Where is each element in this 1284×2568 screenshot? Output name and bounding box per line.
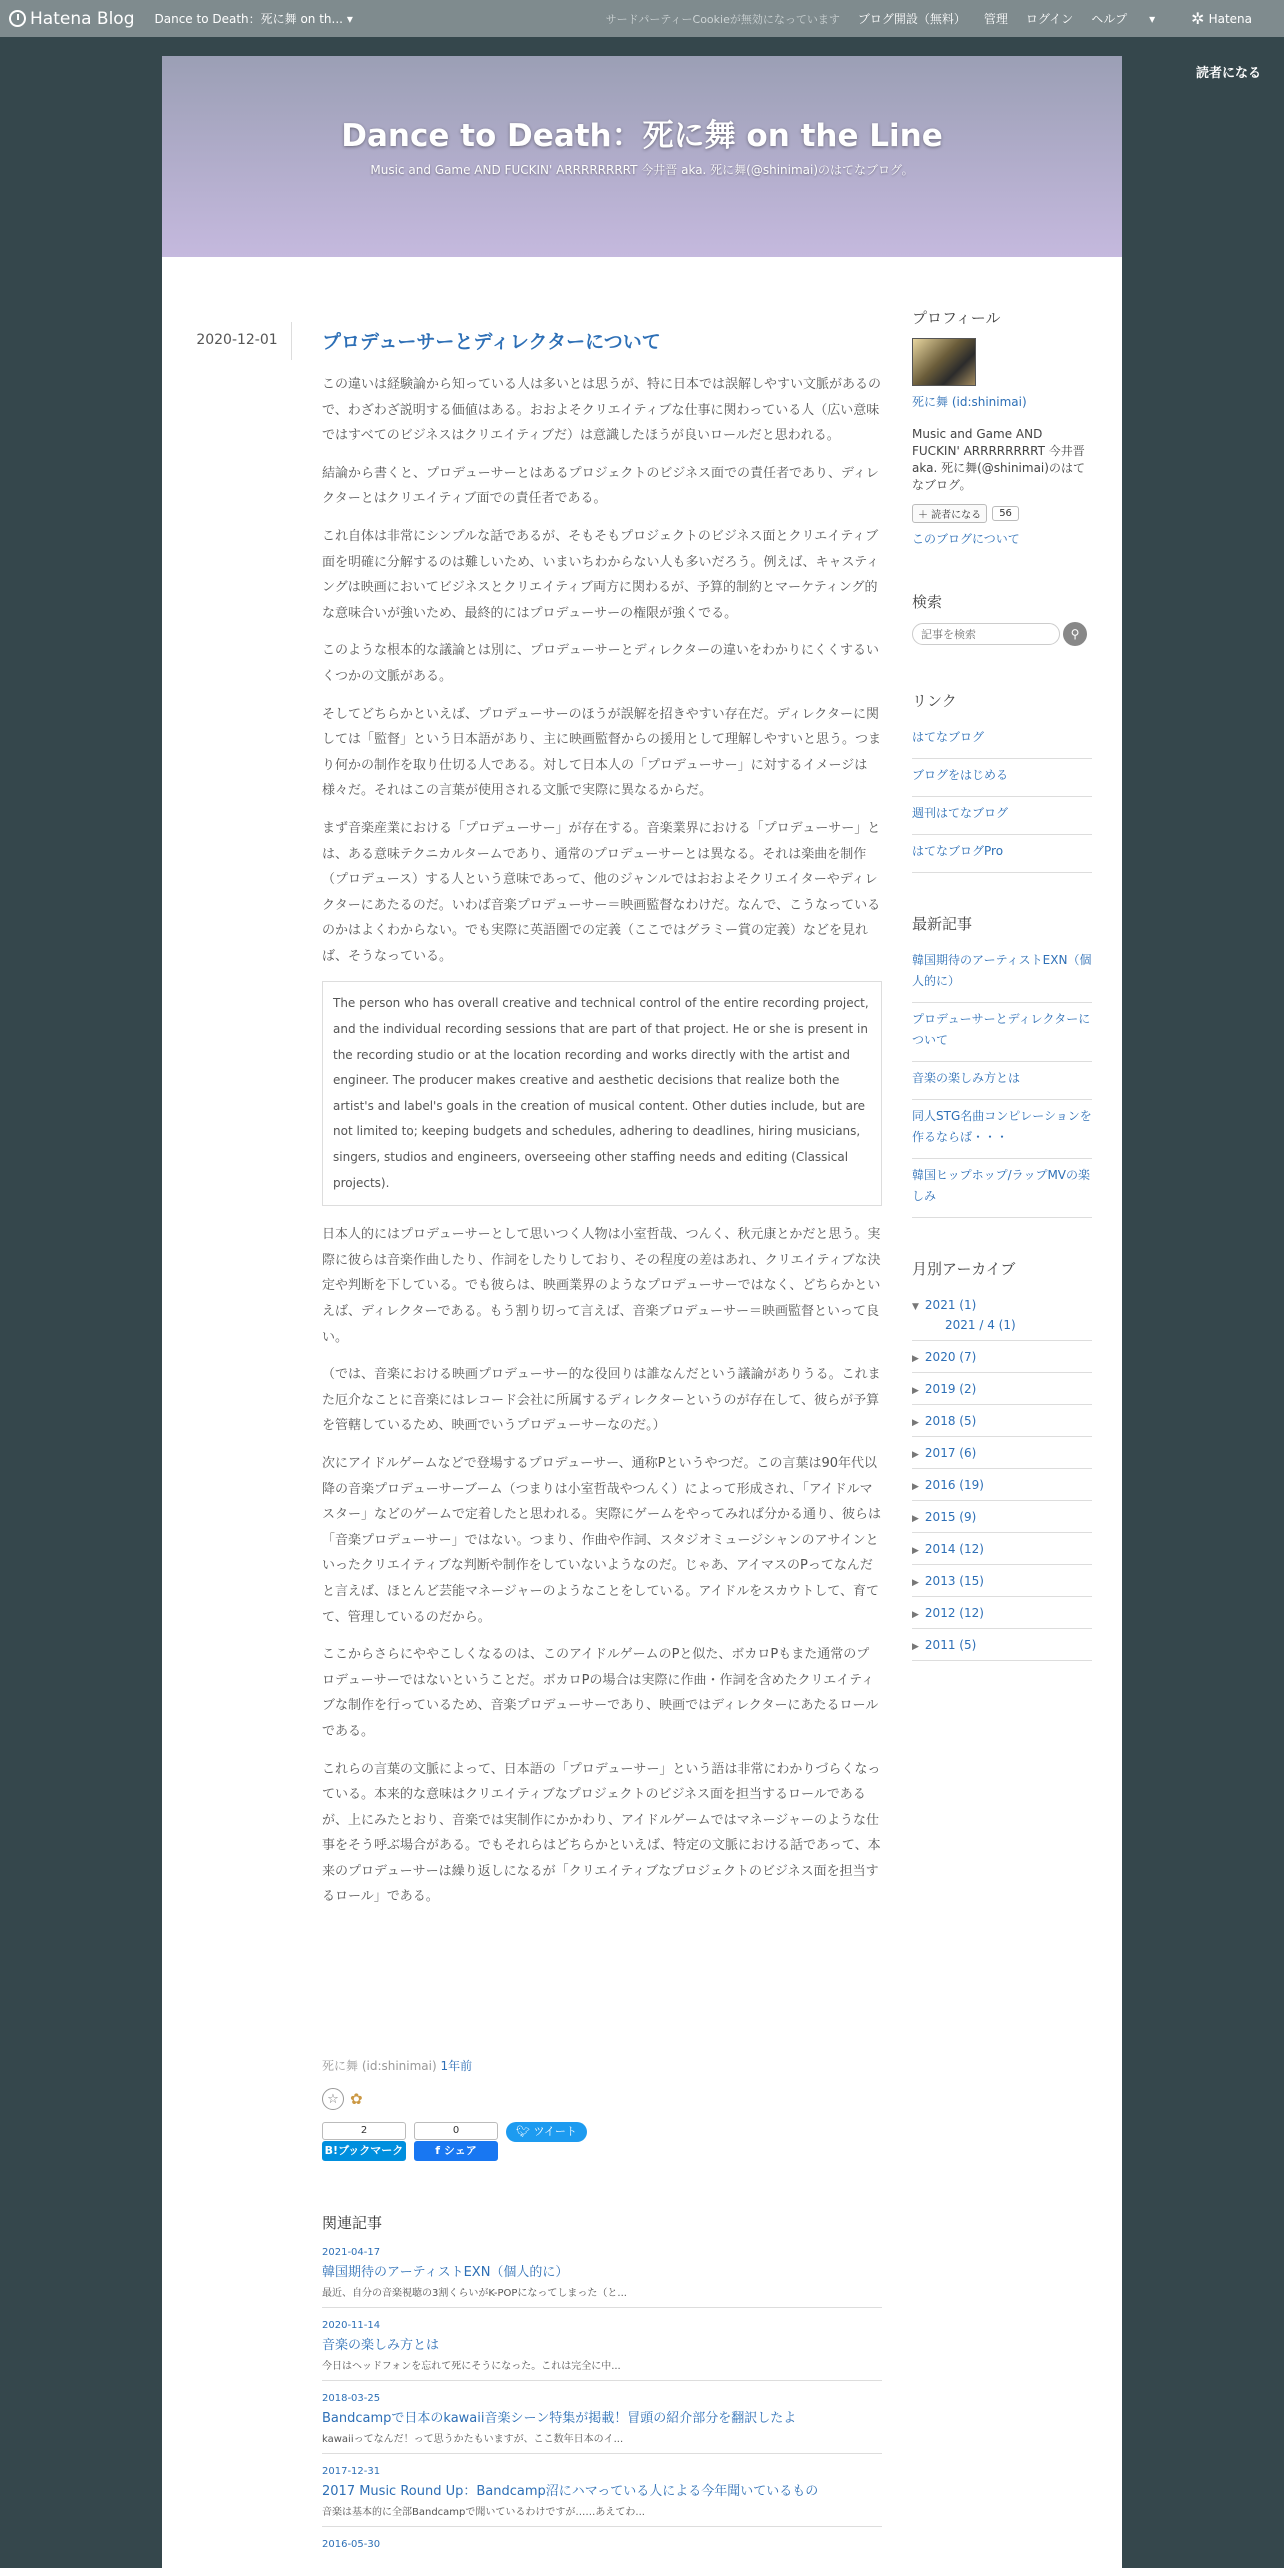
archive-year-label[interactable]: 2015 (9): [924, 1510, 977, 1524]
archive-year-label[interactable]: 2018 (5): [924, 1414, 977, 1428]
archive-year-label[interactable]: 2011 (5): [924, 1638, 977, 1652]
tweet-label: ツイート: [533, 2125, 577, 2138]
archive-year-open[interactable]: [912, 1289, 1092, 1341]
about-blog-link[interactable]: このブログについて: [912, 532, 1020, 546]
entry-paragraph: 日本人的にはプロデューサーとして思いつく人物は小室哲哉、つんく、秋元康とかだと思う。実際に彼らは音楽作曲したり、作詞をしたりしており、その程度の差はあれ、クリエイティブな決定や判断を下している。でも彼らは、映画業界のようなプロデューサーではなく、どちらかといえば、ディレクターである。もう割り切って言えば、音楽プロデューサー＝映画監督といって良い。: [322, 1227, 881, 1345]
archive-year[interactable]: [912, 1469, 1092, 1501]
facebook-share-button[interactable]: f シェア: [414, 2141, 498, 2161]
link-item[interactable]: ブログをはじめる: [912, 759, 1092, 797]
related-date: 2018-03-25: [322, 2393, 381, 2404]
triangle-right-icon: ▶: [912, 1514, 919, 1524]
archive-year-label[interactable]: 2020 (7): [924, 1350, 977, 1364]
subscribe-row: [912, 504, 1092, 523]
grammy-definition-quote: The person who has overall creative and technical control of the entire recording project, and the individual recording sessions that are part of that project. He or she is present in the recording studio or at the location recording and works directly with the artist and engineer. The producer makes creative and aesthetic decisions that realize both the artist's and label's goals in the creation of musical content. Other duties include, but are not limited to; keeping budgets and schedules, adhering to deadlines, hiring musicians, singers, studios and engineers, overseeing other staffing needs and editing (Classical projects).: [322, 981, 882, 1206]
add-star-icon[interactable]: ☆: [322, 2088, 344, 2110]
profile-avatar[interactable]: [912, 338, 976, 386]
triangle-right-icon: ▶: [912, 1354, 919, 1364]
recent-entry-item[interactable]: 韓国ヒップホップ/ラップMVの楽しみ: [912, 1159, 1092, 1218]
triangle-right-icon: ▶: [912, 1610, 919, 1620]
triangle-down-icon: ▼: [912, 1302, 919, 1312]
hatena-link[interactable]: [1191, 9, 1270, 28]
search-icon[interactable]: ⚲: [1063, 622, 1087, 646]
hatena-blog-logo[interactable]: [9, 9, 135, 29]
profile-description: Music and Game AND FUCKIN' ARRRRRRRRT 今井晋 aka. 死に舞(@shinimai)のはてなブログ。: [912, 427, 1085, 492]
entry-paragraph: 次にアイドルゲームなどで登場するプロデューサー、通称Pというやつだ。この言葉は90年代以降の音楽プロデューサーブーム（つまりは小室哲哉やつんく）によって形成され、「アイドルマスター」などのゲームで定着したと思われる。実際にゲームをやってみれば分かる通り、彼らは「音楽プロデューサー」ではない。つまり、作曲や作詞、スタジオミュージシャンのアサインといったクリエイティブな判断や制作をしていないようなのだ。じゃあ、アイマスのPってなんだと言えば、ほとんど芸能マネージャーのようなことをしている。アイドルをスカウトして、育てて、管理しているのだから。: [322, 1455, 882, 1625]
triangle-right-icon: ▶: [912, 1578, 919, 1588]
archive-year[interactable]: [912, 1501, 1092, 1533]
related-title[interactable]: 韓国期待のアーティストEXN（個人的に）: [322, 2265, 569, 2280]
date-divider: [291, 322, 292, 360]
blog-header: [162, 56, 1122, 257]
author-line: [322, 2057, 882, 2074]
triangle-right-icon: ▶: [912, 1642, 919, 1652]
archive-year-label[interactable]: 2014 (12): [924, 1542, 984, 1556]
related-item[interactable]: [322, 2466, 882, 2527]
global-header: [0, 0, 1284, 37]
bookmark-button[interactable]: B!ブックマーク: [322, 2141, 406, 2161]
entry-paragraph: （では、音楽における映画プロデューサー的な役回りは誰なんだという議論がありうる。これまた厄介なことに音楽にはレコード会社に所属するディレクターというのが存在して、彼らが予算を管轄しているため、映画でいうプロデューサーなのだ。）: [322, 1367, 881, 1434]
subscribe-button[interactable]: 読者になる: [1195, 66, 1261, 81]
entry-paragraph: この違いは経験論から知っている人は多いとは思うが、特に日本では誤解しやすい文脈があるので、わざわざ説明する価値はある。おおよそクリエイティブな仕事に関わっている人（広い意味ではすべてのビジネスはクリエイティブだ）は意識したほうが良いロールだと思われる。: [322, 377, 882, 444]
entry-paragraph: 結論から書くと、プロデューサーとはあるプロジェクトのビジネス面での責任者であり、ディレクターとはクリエイティブ面での責任者である。: [322, 465, 879, 507]
related-item[interactable]: [322, 2320, 882, 2381]
archive-year-label[interactable]: 2019 (2): [924, 1382, 977, 1396]
recent-entry-item[interactable]: プロデューサーとディレクターについて: [912, 1003, 1092, 1062]
profile-heading: プロフィール: [912, 309, 1001, 327]
archive-year[interactable]: [912, 1373, 1092, 1405]
triangle-right-icon: ▶: [912, 1482, 919, 1492]
blog-description: Music and Game AND FUCKIN' ARRRRRRRRT 今井晋 aka. 死に舞(@shinimai)のはてなブログ。: [370, 163, 914, 177]
triangle-right-icon: ▶: [912, 1418, 919, 1428]
related-heading: 関連記事: [322, 2214, 383, 2232]
twitter-bird-icon: 🐦︎: [516, 2125, 534, 2138]
tweet-button[interactable]: [506, 2122, 587, 2142]
hatena-bookmark-share[interactable]: [322, 2122, 406, 2161]
search-row: [912, 622, 1092, 646]
login-link[interactable]: ログイン: [1025, 12, 1074, 26]
help-label: ヘルプ: [1091, 12, 1128, 26]
related-snippet: 最近、自分の音楽視聴の3割くらいがK-POPになってしまった（と...: [322, 2288, 627, 2299]
related-snippet: 今日はヘッドフォンを忘れて死にそうになった。これは完全に中...: [322, 2361, 621, 2372]
archive-year-label[interactable]: 2021 (1): [924, 1298, 977, 1312]
archive-year[interactable]: [912, 1597, 1092, 1629]
subscriber-count[interactable]: 56: [992, 506, 1019, 521]
archive-year[interactable]: [912, 1533, 1092, 1565]
facebook-share[interactable]: [414, 2122, 498, 2161]
entry-paragraph: これ自体は非常にシンプルな話であるが、そもそもプロジェクトのビジネス面とクリエイティブ面を明確に分解するのは難しいため、いまいちわからない人も多いだろう。例えば、キャスティングは映画においてビジネスとクリエイティブ両方に関わるが、予算的制約とマーケティング的な意味合いが強いため、最終的にはプロデューサーの権限が強くでる。: [322, 528, 880, 621]
links-heading: リンク: [912, 692, 957, 710]
entry-paragraph: このような根本的な議論とは別に、プロデューサーとディレクターの違いをわかりにくくするいくつかの文脈がある。: [322, 643, 880, 684]
archive-year[interactable]: [912, 1437, 1092, 1469]
hatena-logo-icon: [9, 10, 26, 27]
recent-heading: 最新記事: [912, 915, 973, 933]
recent-entry-item[interactable]: 韓国期待のアーティストEXN（個人的に）: [912, 944, 1092, 1003]
archive-year-label[interactable]: 2013 (15): [924, 1574, 984, 1588]
cookie-notice[interactable]: サードパーティーCookieが無効になっています: [605, 12, 840, 26]
profile-name[interactable]: 死に舞 (id:shinimai): [912, 395, 1027, 409]
sidebar: [912, 307, 1092, 1661]
caret-down-icon: ▾: [1149, 12, 1156, 26]
blog-selector[interactable]: [155, 10, 353, 27]
content-panel: [162, 257, 1122, 2568]
hatena-label: Hatena: [1208, 11, 1252, 26]
link-item[interactable]: はてなブログPro: [912, 835, 1092, 873]
related-item[interactable]: [322, 2247, 882, 2308]
recent-entry-item[interactable]: 同人STG名曲コンピレーションを作るならば・・・: [912, 1100, 1092, 1159]
admin-link[interactable]: 管理: [983, 12, 1008, 26]
related-entries: [322, 2212, 882, 2568]
logo-text: Hatena Blog: [30, 8, 135, 29]
entry-footer: [322, 2057, 882, 2161]
caret-down-icon: ▾: [346, 12, 353, 26]
link-item[interactable]: はてなブログ: [912, 721, 1092, 759]
triangle-right-icon: ▶: [912, 1546, 919, 1556]
archive-year-label[interactable]: 2016 (19): [924, 1478, 984, 1492]
related-title[interactable]: 音楽の楽しみ方とは: [322, 2338, 440, 2353]
archive-year-label[interactable]: 2012 (12): [924, 1606, 984, 1620]
archive-year[interactable]: [912, 1405, 1092, 1437]
entry-title[interactable]: プロデューサーとディレクターについて: [322, 331, 661, 353]
related-date: 2017-12-31: [322, 2466, 381, 2477]
search-heading: 検索: [912, 593, 943, 611]
related-item[interactable]: [322, 2393, 882, 2454]
blog-title[interactable]: Dance to Death：死に舞 on the Line: [341, 118, 943, 154]
related-date: 2020-11-14: [322, 2320, 381, 2331]
archive-year[interactable]: [912, 1341, 1092, 1373]
entry-date[interactable]: 2020-12-01: [196, 332, 278, 348]
related-snippet: kawaiiってなんだ！って思うかたもいますが、ここ数年日本のイ...: [322, 2434, 624, 2445]
related-snippet: 音楽は基本的に全部Bandcampで聞いているわけですが……あえてわ...: [322, 2507, 645, 2518]
facebook-count: 0: [414, 2122, 498, 2140]
permalink-time[interactable]: 1年前: [440, 2059, 473, 2073]
triangle-right-icon: ▶: [912, 1386, 919, 1396]
recent-entry-item[interactable]: 音楽の楽しみ方とは: [912, 1062, 1092, 1100]
entry-paragraph: これらの言葉の文脈によって、日本語の「プロデューサー」という語は非常にわかりづらくなっている。本来的な意味はクリエイティブなプロジェクトのビジネス面を担当するロールであるが、上にみたとおり、音楽では実制作にかかわり、アイドルゲームではマネージャーのような仕事をそう呼ぶ場合がある。でもそれらはどちらかといえば、特定の文脈における話であって、本来のプロデューサーは繰り返しになるが「クリエイティブなプロジェクトのビジネス面を担当するロール」である。: [322, 1761, 881, 1905]
share-buttons: [322, 2122, 882, 2161]
open-blog-link[interactable]: ブログ開設（無料）: [857, 12, 966, 26]
related-item[interactable]: [322, 2539, 882, 2558]
related-title[interactable]: 2017 Music Round Up：Bandcamp沼にハマっている人による今年聞いているもの: [322, 2484, 819, 2499]
star-row: [322, 2088, 882, 2110]
sidebar-subscribe-button[interactable]: ＋ 読者になる: [912, 504, 987, 523]
entry-paragraph: まず音楽産業における「プロデューサー」が存在する。音楽業界における「プロデューサー」とは、ある意味テクニカルタームであり、通常のプロデューサーとは異なる。それは楽曲を制作（プロデュース）する人という意味であって、他のジャンルではおおよそクリエイターやディレクターにあたるのだ。いわば音楽プロデューサー＝映画監督なわけだ。なんで、こうなっているのかはよくわからない。でも実際に英語圏での定義（ここではグラミー賞の定義）などを見れば、そうなっている。: [322, 820, 881, 964]
star-user-icon[interactable]: ✿: [350, 2090, 363, 2108]
archive-year-label[interactable]: 2017 (6): [924, 1446, 977, 1460]
hatena-gear-icon: ✲: [1191, 9, 1205, 28]
archive-year[interactable]: [912, 1629, 1092, 1661]
help-menu[interactable]: [1091, 10, 1173, 27]
related-date: 2021-04-17: [322, 2247, 381, 2258]
bookmark-count: 2: [322, 2122, 406, 2140]
author-name[interactable]: 死に舞 (id:shinimai): [322, 2059, 437, 2073]
archive-heading: 月別アーカイブ: [912, 1260, 1016, 1278]
triangle-right-icon: ▶: [912, 1450, 919, 1460]
link-item[interactable]: 週刊はてなブログ: [912, 797, 1092, 835]
entry: [322, 327, 882, 1922]
blog-selector-label: Dance to Death：死に舞 on th...: [154, 12, 343, 26]
archive-month[interactable]: 2021 / 4 (1): [945, 1318, 1016, 1332]
entry-paragraph: そしてどちらかといえば、プロデューサーのほうが誤解を招きやすい存在だ。ディレクターに関しては「監督」という日本語があり、主に映画監督からの援用として理解しやすいと思う。つまり何かの制作を取り仕切る人である。対して日本人の「プロデューサー」に対するイメージは様々だ。それはこの言葉が使用される文脈で実際に異なるからだ。: [322, 706, 882, 799]
entry-paragraph: ここからさらにややこしくなるのは、このアイドルゲームのPと似た、ボカロPもまた通常のプロデューサーではないということだ。ボカロPの場合は実際に作曲・作詞を含めたクリエイティブな制作を行っているため、音楽プロデューサーであり、映画ではディレクターにあたるロールである。: [322, 1647, 879, 1739]
related-title[interactable]: Bandcampで日本のkawaii音楽シーン特集が掲載！冒頭の紹介部分を翻訳したよ: [322, 2411, 797, 2426]
related-date: 2016-05-30: [322, 2539, 381, 2550]
archive-year[interactable]: [912, 1565, 1092, 1597]
search-input[interactable]: [912, 623, 1060, 645]
